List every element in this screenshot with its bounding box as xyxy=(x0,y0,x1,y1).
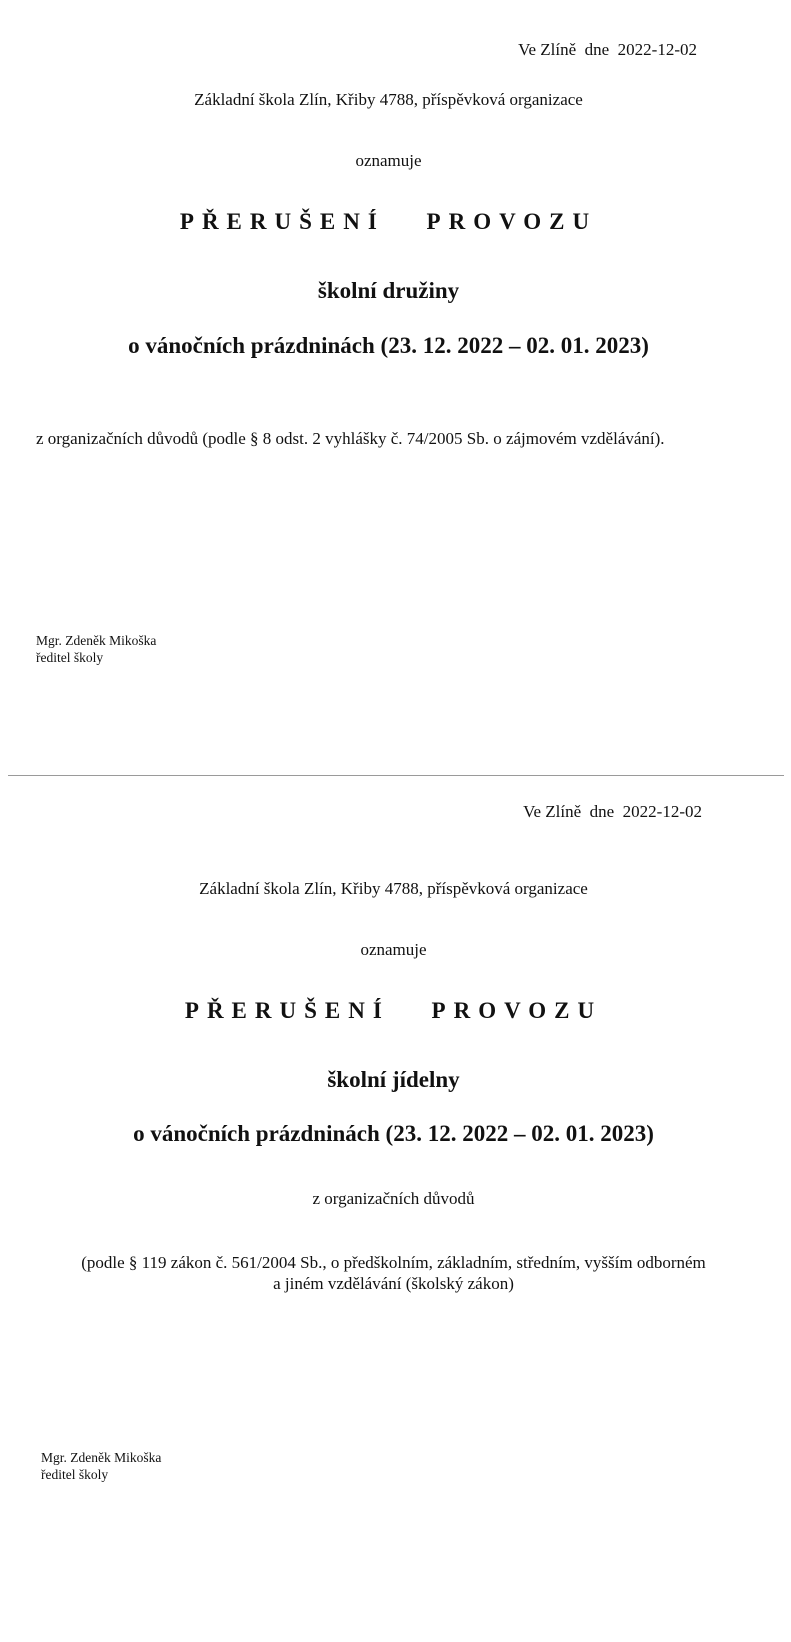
signature-block xyxy=(36,632,156,666)
legal-basis xyxy=(0,1252,787,1294)
school-name: Základní škola Zlín, Křiby 4788, příspěvková organizace xyxy=(199,879,588,898)
closure-reason: z organizačních důvodů xyxy=(312,1189,475,1208)
signature-block xyxy=(41,1449,161,1483)
notice-after-school-club xyxy=(0,0,791,775)
signatory-title: ředitel školy xyxy=(36,650,104,665)
closure-reason: z organizačních důvodů (podle § 8 odst. 2 vyhlášky č. 74/2005 Sb. o zájmovém vzdělávání). xyxy=(36,429,665,448)
notice-date: Ve Zlíně dne 2022-12-02 xyxy=(518,40,697,59)
announces-text: oznamuje xyxy=(360,940,427,959)
signatory-name: Mgr. Zdeněk Mikoška xyxy=(36,633,157,648)
facility-name: školní družiny xyxy=(317,278,460,303)
closure-period: o vánočních prázdninách (23. 12. 2022 – 02. 01. 2023) xyxy=(133,1121,654,1146)
signatory-name: Mgr. Zdeněk Mikoška xyxy=(41,1450,162,1465)
legal-basis-line-1: (podle § 119 zákon č. 561/2004 Sb., o předškolním, základním, středním, vyšším odborném xyxy=(81,1253,706,1272)
closure-period: o vánočních prázdninách (23. 12. 2022 – 02. 01. 2023) xyxy=(128,333,649,358)
announces-text: oznamuje xyxy=(355,151,422,170)
headline-interruption: PŘERUŠENÍ PROVOZU xyxy=(184,998,603,1023)
notice-school-canteen xyxy=(0,776,791,1642)
notice-date: Ve Zlíně dne 2022-12-02 xyxy=(523,802,702,821)
school-name: Základní škola Zlín, Křiby 4788, příspěvková organizace xyxy=(194,90,583,109)
headline-interruption: PŘERUŠENÍ PROVOZU xyxy=(179,209,598,234)
signatory-title: ředitel školy xyxy=(41,1467,109,1482)
legal-basis-line-2: a jiném vzdělávání (školský zákon) xyxy=(273,1274,514,1293)
facility-name: školní jídelny xyxy=(327,1067,460,1092)
